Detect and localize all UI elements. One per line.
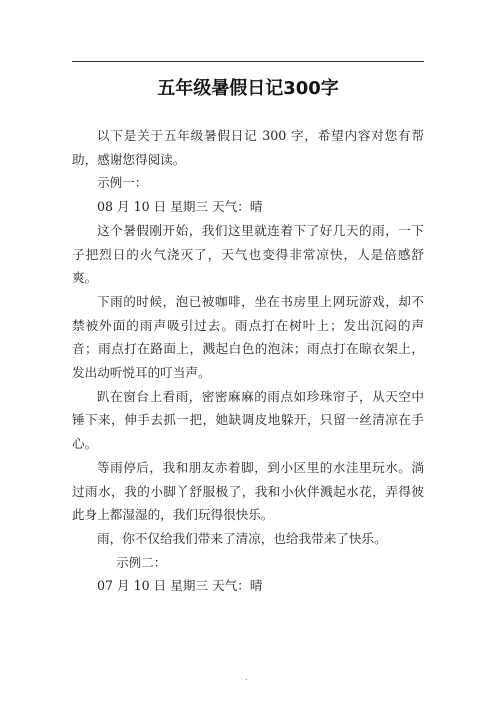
header-rule [72, 61, 424, 62]
body-paragraph: 等雨停后，我和朋友赤着脚，到小区里的水洼里玩水。淌过雨水，我的小脚丫舒服极了，我和小伙伴溅起水花，弄得彼此身上都湿湿的，我们玩得很快乐。 [72, 459, 424, 523]
body-paragraph: 下雨的时候，泡已被咖啡，坐在书房里上网玩游戏，却不禁被外面的雨声吸引过去。雨点打在树叶上；发出沉闷的声音；雨点打在路面上，溅起白色的泡沫；雨点打在晾衣架上，发出动听悦耳的叮当声。 [72, 293, 424, 381]
body-paragraph: 趴在窗台上看雨，密密麻麻的雨点如珍珠帘子，从天空中锤下来，伸手去抓一把，她缺调皮地躲开，只留一丝清凉在手心。 [72, 388, 424, 452]
footer-mark: . [245, 673, 248, 682]
body-paragraph: 雨，你不仅给我们带来了清凉，也给我带来了快乐。 [97, 530, 387, 546]
body-paragraph: 这个暑假刚开始，我们这里就连着下了好几天的雨，一下子把烈日的火气浇灭了，天气也变得非常凉快，人是倍感舒爽。 [72, 222, 424, 286]
example-two-heading: 示例二： [116, 554, 167, 570]
page-title: 五年级暑假日记300字 [157, 78, 339, 99]
example-two-date-line: 07 月 10 日 星期三 天气：晴 [97, 578, 263, 594]
document-body [72, 124, 424, 598]
example-one-date-line: 08 月 10 日 星期三 天气：晴 [97, 199, 263, 215]
example-one-heading: 示例一： [97, 175, 148, 191]
intro-paragraph: 以下是关于五年级暑假日记 300 字，希望内容对您有帮助，感谢您得阅读。 [72, 128, 424, 167]
